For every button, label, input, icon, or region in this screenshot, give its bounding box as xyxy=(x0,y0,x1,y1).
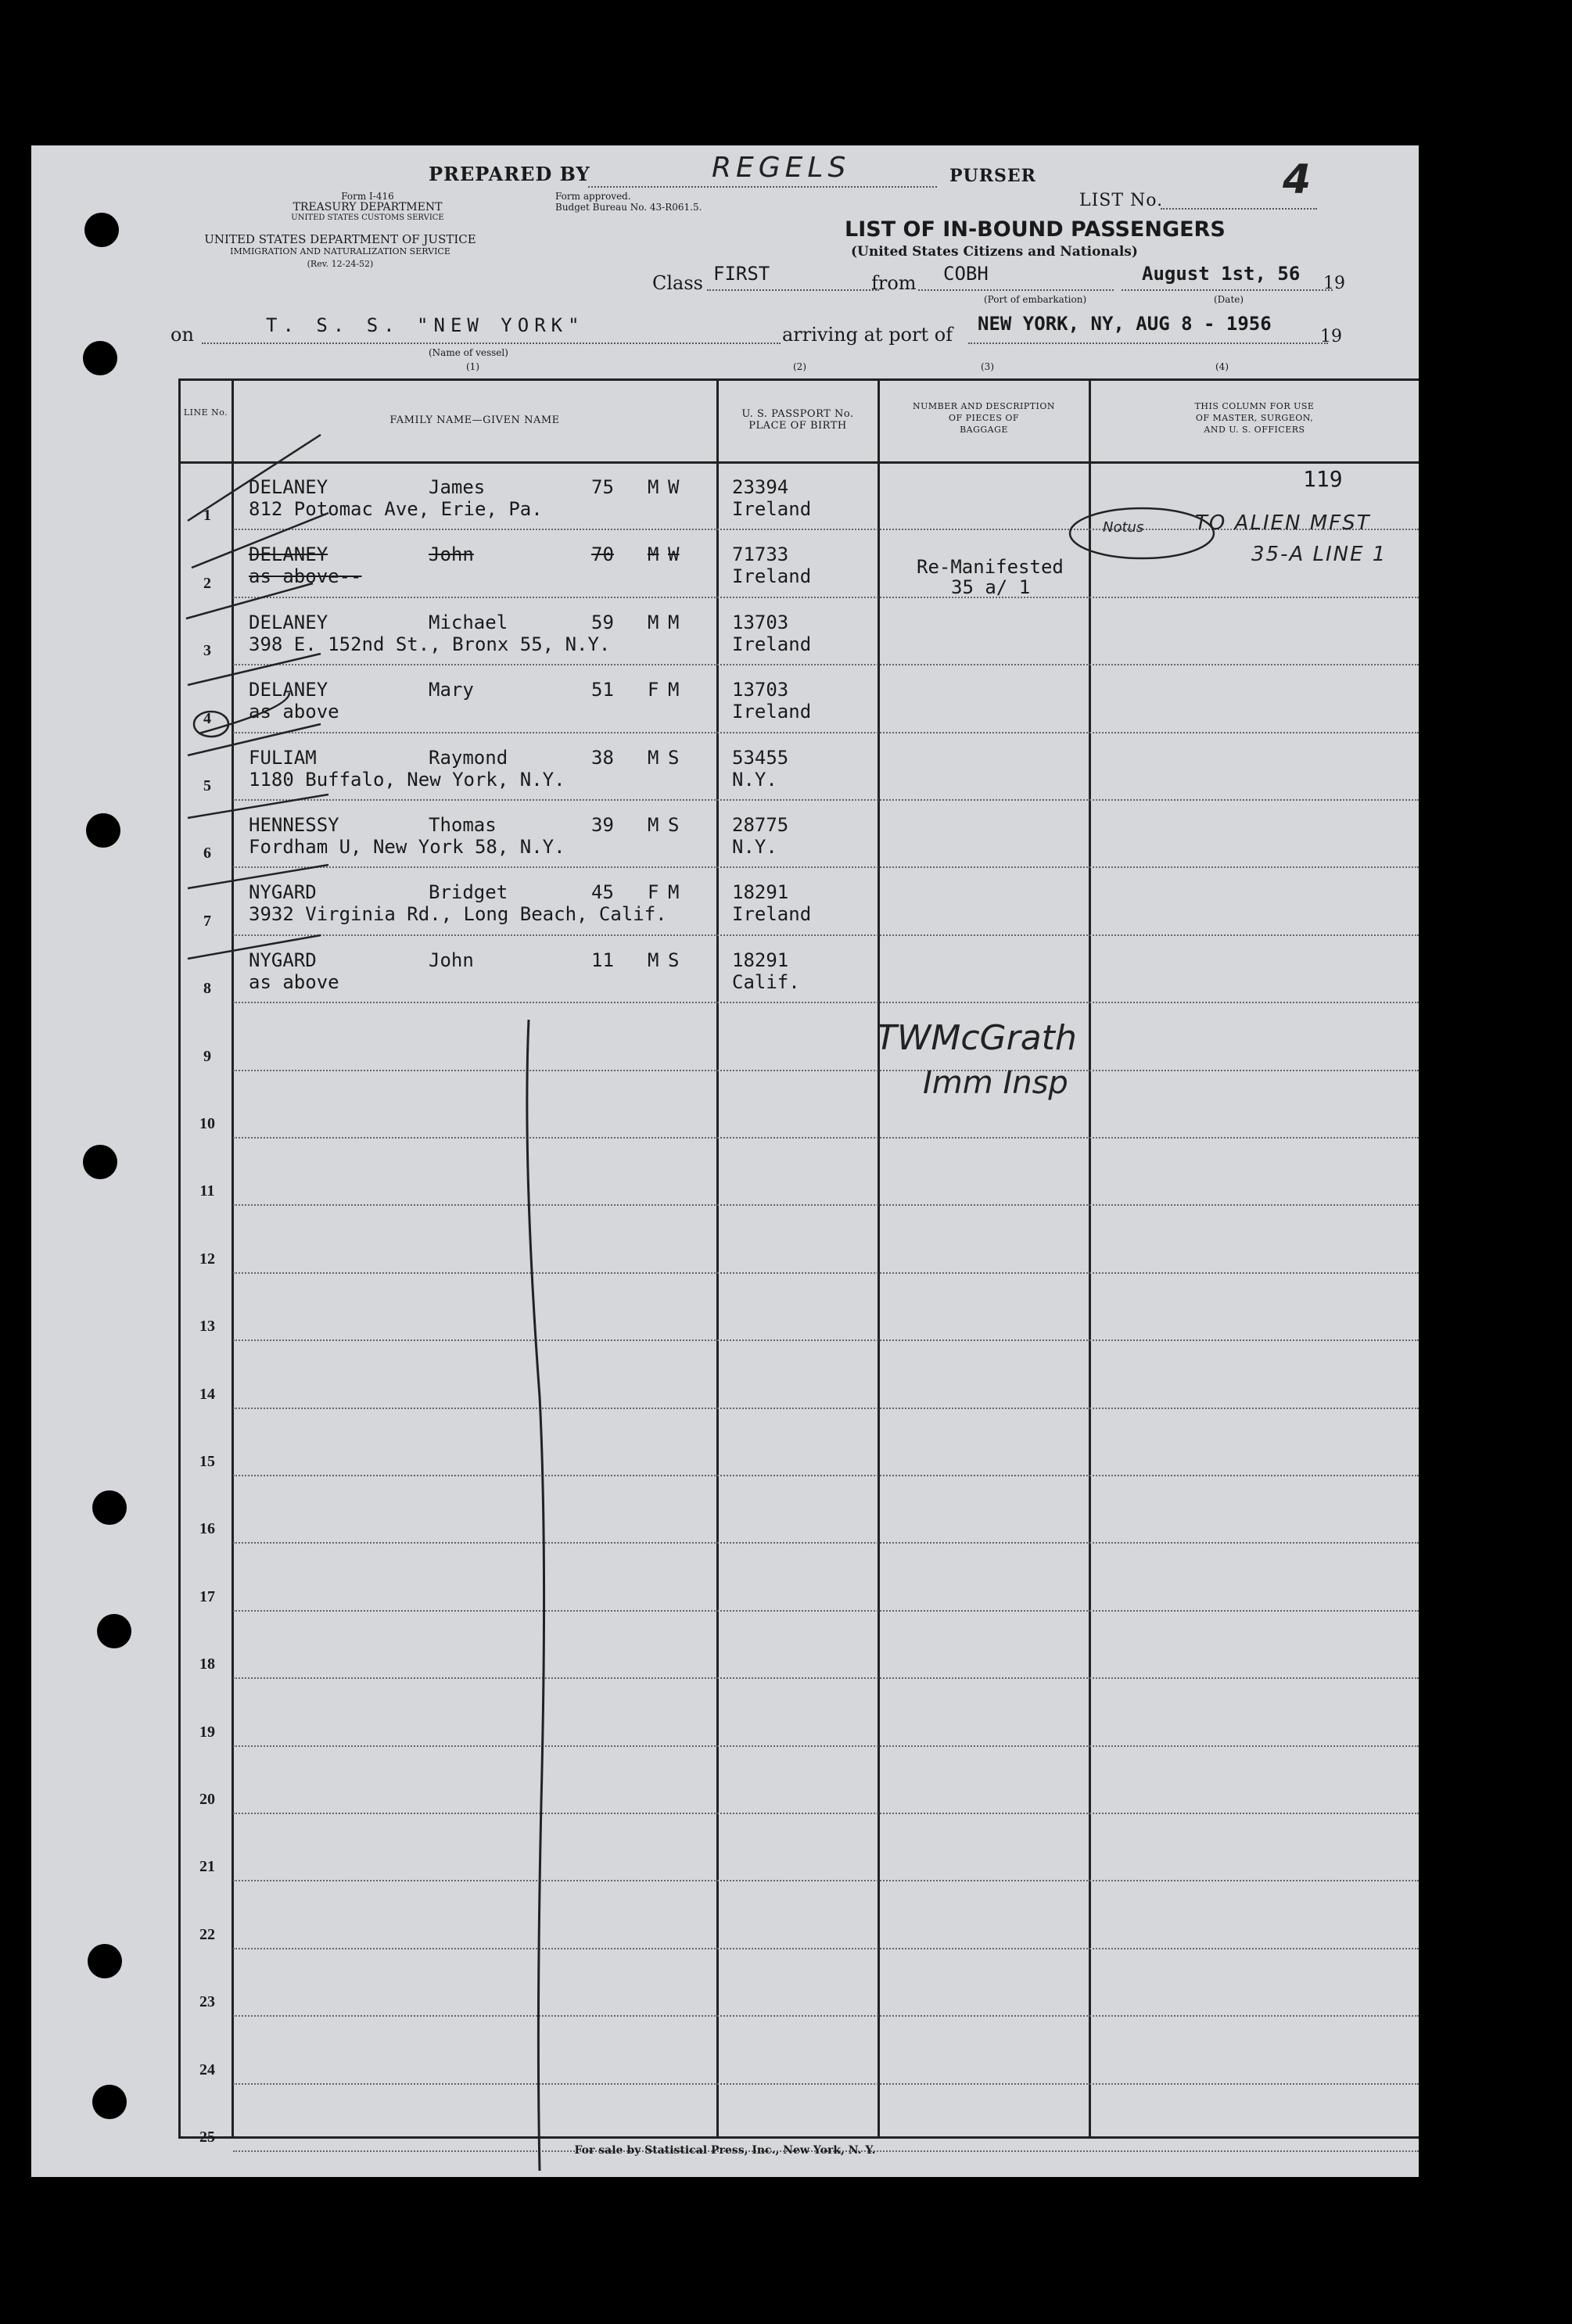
passport-number: 53455 xyxy=(732,747,789,769)
approval-line: Form approved. xyxy=(555,191,631,202)
caption-4: (4) xyxy=(1215,361,1229,372)
passenger-family-name: DELANEY xyxy=(249,476,328,498)
vessel-caption: (Name of vessel) xyxy=(429,347,508,358)
footer-note: For sale by Statistical Press, Inc., New York, N. Y. xyxy=(574,2144,876,2157)
passport-number: 13703 xyxy=(732,611,789,633)
line-number: 18 xyxy=(199,1655,215,1673)
passenger-marital-status: S xyxy=(668,747,680,769)
baggage-note: Re-Manifested xyxy=(917,556,1064,578)
passport-number: 28775 xyxy=(732,814,789,836)
line-number: 17 xyxy=(199,1588,215,1605)
passenger-sex: F xyxy=(648,881,659,903)
line-number: 23 xyxy=(199,1993,215,2010)
passenger-sex: M xyxy=(648,476,659,498)
list-no-label: LIST No. xyxy=(1079,191,1164,210)
budget-bureau: Budget Bureau No. 43-R061.5. xyxy=(555,202,702,213)
passenger-family-name: DELANEY xyxy=(249,679,328,701)
line-number: 21 xyxy=(199,1858,215,1875)
passenger-age: 45 xyxy=(591,881,614,903)
inspector-signature: TWMcGrath xyxy=(876,1018,1077,1058)
line-number: 22 xyxy=(199,1926,215,1943)
line-number: 5 xyxy=(203,777,211,794)
col-header-baggage-line: NUMBER AND DESCRIPTION xyxy=(912,401,1056,411)
binder-hole xyxy=(92,2085,127,2119)
passenger-family-name: NYGARD xyxy=(249,949,317,971)
passenger-given-name: Raymond xyxy=(429,747,508,769)
passenger-given-name: Mary xyxy=(429,679,474,701)
passport-number: 13703 xyxy=(732,679,789,701)
passenger-marital-status: M xyxy=(668,679,680,701)
col-header-passport-line: U. S. PASSPORT No. xyxy=(741,408,854,420)
class-label: Class xyxy=(652,272,703,294)
passenger-address: as above xyxy=(249,701,339,723)
passenger-given-name: Thomas xyxy=(429,814,497,836)
col-header-baggage-line: OF PIECES OF xyxy=(948,413,1020,423)
passenger-sex: M xyxy=(648,949,659,971)
passenger-given-name: James xyxy=(429,476,486,498)
col-header-officers-line: THIS COLUMN FOR USE xyxy=(1194,401,1315,411)
officer-number: 119 xyxy=(1303,466,1343,492)
passenger-family-name: DELANEY xyxy=(249,611,328,633)
passenger-marital-status: W xyxy=(668,476,680,498)
port-caption: (Port of embarkation) xyxy=(984,294,1087,305)
line-number: 2 xyxy=(203,575,211,592)
line-number: 8 xyxy=(203,980,211,997)
passenger-marital-status: S xyxy=(668,814,680,836)
binder-hole xyxy=(83,1145,117,1179)
class-value: FIRST xyxy=(713,263,770,285)
col-header-birth-line: PLACE OF BIRTH xyxy=(748,420,847,432)
line-number: 10 xyxy=(199,1115,215,1132)
customs-service: UNITED STATES CUSTOMS SERVICE xyxy=(291,213,444,222)
passenger-given-name: John xyxy=(429,543,474,565)
binder-hole xyxy=(88,1944,122,1978)
passenger-family-name: FULIAM xyxy=(249,747,317,769)
passenger-given-name: John xyxy=(429,949,474,971)
passenger-address: Fordham U, New York 58, N.Y. xyxy=(249,836,565,858)
col-header-officers-line: OF MASTER, SURGEON, xyxy=(1195,413,1314,423)
passenger-address: as above xyxy=(249,971,339,993)
place-of-birth: Ireland xyxy=(732,903,812,925)
col-header-line-no: LINE No. xyxy=(183,407,228,418)
col-header-name: FAMILY NAME—GIVEN NAME xyxy=(389,414,560,426)
line-number: 4 xyxy=(203,710,211,727)
caption-3: (3) xyxy=(981,361,994,372)
passenger-age: 51 xyxy=(591,679,614,701)
from-label: from xyxy=(871,272,917,294)
on-label: on xyxy=(170,324,194,346)
col-header-baggage-line: BAGGAGE xyxy=(960,425,1008,435)
passenger-given-name: Bridget xyxy=(429,881,508,903)
line-number: 16 xyxy=(199,1520,215,1537)
col-header-officers-line: AND U. S. OFFICERS xyxy=(1204,425,1305,435)
from-value: COBH xyxy=(943,263,989,285)
purser-label: PURSER xyxy=(949,166,1036,186)
passport-number: 18291 xyxy=(732,881,789,903)
passenger-family-name: HENNESSY xyxy=(249,814,339,836)
place-of-birth: Ireland xyxy=(732,633,812,655)
line-number: 25 xyxy=(199,2129,215,2146)
circled-note: Notus xyxy=(1103,519,1144,536)
passenger-sex: F xyxy=(648,679,659,701)
year-prefix-2: 19 xyxy=(1320,327,1342,346)
pen-marks xyxy=(31,145,1419,2177)
vessel-value: T. S. S. "NEW YORK" xyxy=(266,314,585,336)
place-of-birth: Calif. xyxy=(732,971,800,993)
arriving-label: arriving at port of xyxy=(782,324,953,346)
passenger-age: 38 xyxy=(591,747,614,769)
line-number: 9 xyxy=(203,1048,211,1065)
prepared-by-signature: REGELS xyxy=(712,152,851,184)
passenger-marital-status: S xyxy=(668,949,680,971)
passenger-given-name: Michael xyxy=(429,611,508,633)
form-number: Form I-416 xyxy=(341,191,394,202)
doj-name: UNITED STATES DEPARTMENT OF JUSTICE xyxy=(204,232,476,246)
line-number: 12 xyxy=(199,1250,215,1268)
line-number: 6 xyxy=(203,845,211,862)
binder-hole xyxy=(97,1614,131,1648)
line-number: 3 xyxy=(203,642,211,659)
passenger-marital-status: W xyxy=(668,543,680,565)
alien-manifest-line-note: 35-A LINE 1 xyxy=(1251,543,1387,566)
passenger-marital-status: M xyxy=(668,881,680,903)
passenger-family-name: DELANEY xyxy=(249,543,328,565)
passenger-sex: M xyxy=(648,611,659,633)
passenger-marital-status: M xyxy=(668,611,680,633)
line-number: 7 xyxy=(203,913,211,930)
inspector-title: Imm Insp xyxy=(923,1065,1068,1101)
caption-2: (2) xyxy=(793,361,806,372)
line-number: 14 xyxy=(199,1386,215,1403)
passport-number: 18291 xyxy=(732,949,789,971)
passenger-age: 70 xyxy=(591,543,614,565)
passenger-address: 812 Potomac Ave, Erie, Pa. xyxy=(249,498,543,520)
passenger-address: 1180 Buffalo, New York, N.Y. xyxy=(249,769,565,791)
binder-hole xyxy=(86,813,120,848)
line-number: 1 xyxy=(203,507,211,524)
manifest-page xyxy=(31,145,1419,2177)
place-of-birth: N.Y. xyxy=(732,769,777,791)
baggage-note-detail: 35 a/ 1 xyxy=(951,576,1031,598)
line-number: 15 xyxy=(199,1453,215,1470)
binder-hole xyxy=(83,341,117,375)
treasury-dept: TREASURY DEPARTMENT xyxy=(293,201,443,213)
passenger-sex: M xyxy=(648,543,659,565)
date-value: August 1st, 56 xyxy=(1142,263,1301,285)
passenger-address: 3932 Virginia Rd., Long Beach, Calif. xyxy=(249,903,667,925)
page-title: LIST OF IN-BOUND PASSENGERS xyxy=(845,217,1226,242)
line-number: 13 xyxy=(199,1318,215,1335)
binder-hole xyxy=(84,213,119,247)
place-of-birth: N.Y. xyxy=(732,836,777,858)
place-of-birth: Ireland xyxy=(732,701,812,723)
revision: (Rev. 12-24-52) xyxy=(307,259,374,269)
passenger-age: 59 xyxy=(591,611,614,633)
passenger-age: 75 xyxy=(591,476,614,498)
place-of-birth: Ireland xyxy=(732,498,812,520)
passenger-sex: M xyxy=(648,814,659,836)
passport-number: 71733 xyxy=(732,543,789,565)
alien-manifest-note: TO ALIEN MFST xyxy=(1195,511,1371,535)
binder-hole xyxy=(92,1490,127,1525)
caption-1: (1) xyxy=(466,361,479,372)
passenger-address: 398 E. 152nd St., Bronx 55, N.Y. xyxy=(249,633,611,655)
passenger-family-name: NYGARD xyxy=(249,881,317,903)
line-number: 24 xyxy=(199,2061,215,2078)
passenger-sex: M xyxy=(648,747,659,769)
line-number: 19 xyxy=(199,1723,215,1741)
ins-name: IMMIGRATION AND NATURALIZATION SERVICE xyxy=(230,246,450,256)
arrival-value: NEW YORK, NY, AUG 8 - 1956 xyxy=(978,313,1272,335)
place-of-birth: Ireland xyxy=(732,565,812,587)
passenger-age: 39 xyxy=(591,814,614,836)
prepared-by-label: PREPARED BY xyxy=(429,163,590,185)
passenger-age: 11 xyxy=(591,949,614,971)
year-prefix-1: 19 xyxy=(1323,274,1345,293)
line-number: 11 xyxy=(199,1182,215,1200)
list-no-value: 4 xyxy=(1283,156,1312,203)
passenger-address: as above-- xyxy=(249,565,362,587)
date-caption: (Date) xyxy=(1214,294,1244,305)
page-subtitle: (United States Citizens and Nationals) xyxy=(851,244,1138,260)
passport-number: 23394 xyxy=(732,476,789,498)
line-number: 20 xyxy=(199,1791,215,1808)
